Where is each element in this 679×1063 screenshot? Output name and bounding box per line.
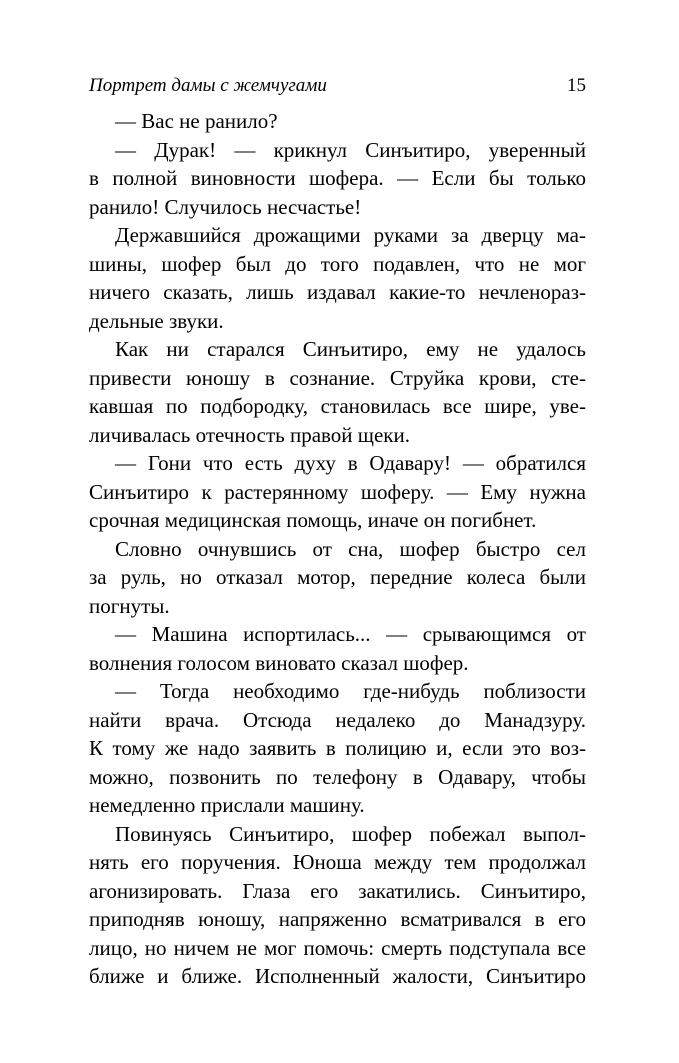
text-line: Повинуясь Синъитиро, шофер побежал выпол- bbox=[115, 821, 586, 846]
text-line: найти врача. Отсюда недалеко до Манадзуру. bbox=[89, 707, 586, 732]
text-line: — Дурак! — крикнул Синъитиро, уверенный bbox=[115, 137, 586, 162]
text-line: приподняв юношу, напряженно всматривался в его bbox=[89, 907, 586, 931]
text-line: дельные звуки. bbox=[89, 308, 224, 333]
text-line: можно, позвонить по телефону в Одавару, чтобы bbox=[89, 764, 586, 789]
text-line: кавшая по подбородку, становилась все шире, уве- bbox=[89, 394, 586, 418]
text-line: срочная медицинская помощь, иначе он погибнет. bbox=[89, 508, 537, 532]
text-line: волнения голосом виновато сказал шофер. bbox=[89, 650, 469, 675]
page-header bbox=[89, 74, 586, 98]
text-line: К тому же надо заявить в полицию и, если это воз- bbox=[89, 736, 586, 760]
body-text bbox=[89, 107, 586, 991]
running-title: Портрет дамы с жемчугами bbox=[89, 75, 327, 96]
text-line: ранило! Случилось несчастье! bbox=[89, 194, 362, 219]
text-line: ничего сказать, лишь издавал какие-то нечленораз- bbox=[89, 280, 586, 304]
text-line: шины, шофер был до того подавлен, что не мог bbox=[89, 251, 586, 276]
text-line: нять его поручения. Юноша между тем продолжал bbox=[89, 850, 586, 874]
text-line: погнуты. bbox=[89, 593, 170, 618]
text-line: привести юношу в сознание. Струйка крови, сте- bbox=[89, 365, 586, 390]
text-line: лицо, но ничем не мог помочь: смерть подступала все bbox=[89, 935, 586, 960]
text-line: за руль, но отказал мотор, передние колеса были bbox=[89, 565, 586, 589]
text-line: в полной виновности шофера. — Если бы только bbox=[89, 166, 586, 190]
text-line: Как ни старался Синъитиро, ему не удалось bbox=[115, 337, 586, 361]
text-line: ближе и ближе. Исполненный жалости, Синъитиро bbox=[89, 964, 586, 988]
text-line: немедленно прислали машину. bbox=[89, 793, 365, 817]
text-line: Словно очнувшись от сна, шофер быстро сел bbox=[115, 536, 586, 561]
text-line: Синъитиро к растерянному шоферу. — Ему нужна bbox=[89, 479, 586, 504]
text-line: агонизировать. Глаза его закатились. Синъитиро, bbox=[89, 878, 586, 903]
text-line: личивалась отечность правой щеки. bbox=[89, 422, 410, 447]
text-line: Державшийся дрожащими руками за дверцу ма- bbox=[115, 223, 586, 247]
text-line: — Тогда необходимо где-нибудь поблизости bbox=[115, 679, 586, 703]
text-line: — Машина испортилась... — срывающимся от bbox=[115, 622, 586, 646]
page-number: 15 bbox=[567, 75, 586, 96]
text-line: — Гони что есть духу в Одавару! — обратился bbox=[115, 451, 586, 475]
text-line: — Вас не ранило? bbox=[115, 109, 278, 133]
